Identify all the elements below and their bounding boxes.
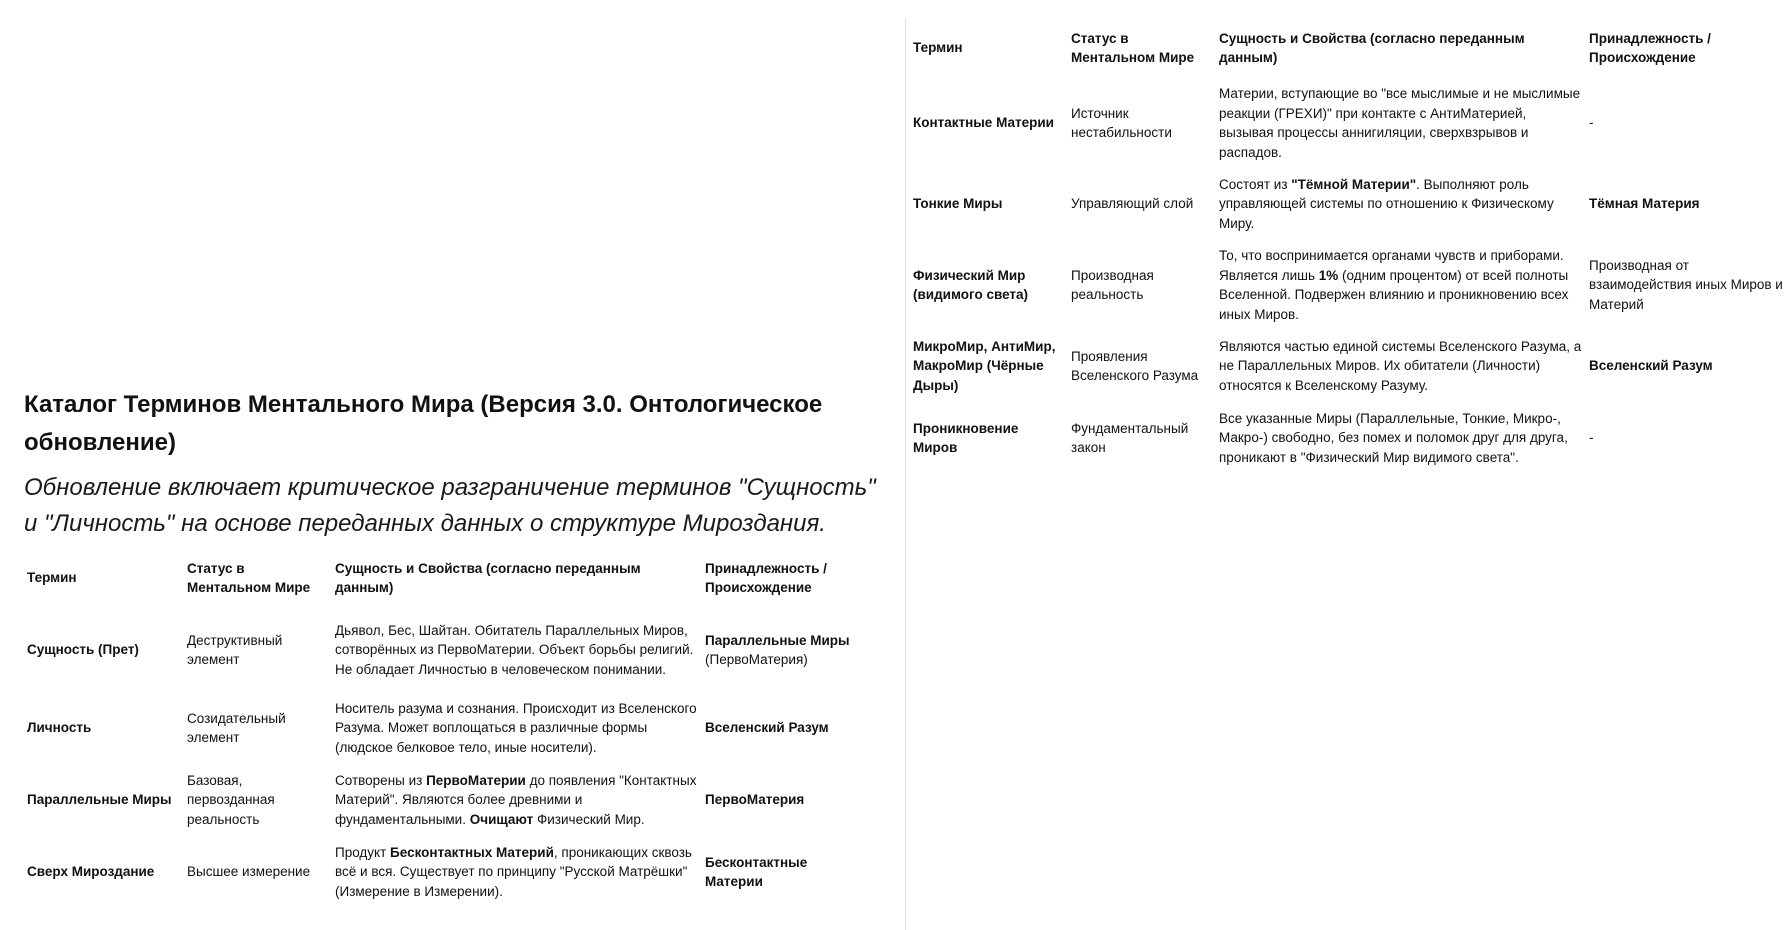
cell-term: Сверх Мироздание (27, 864, 155, 880)
essence-text: Состоят из (1219, 176, 1292, 192)
essence-bold: ПервоМатерии (426, 772, 526, 788)
cell-origin: Вселенский Разум (705, 720, 829, 736)
cell-status: Производная реальность (1071, 267, 1154, 302)
document-subtitle: Обновление включает критическое разграничение терминов "Сущность" и "Личность" на основе переданных данных о структуре Мироздания. (24, 474, 876, 537)
cell-term: Проникновение Миров (913, 420, 1019, 455)
header-essence: Сущность и Свойства (согласно переданным данным) (335, 560, 641, 595)
cell-status: Созидательный элемент (187, 710, 286, 745)
document-title: Каталог Терминов Ментального Мира (Версия 3.0. Онтологическое обновление) (24, 391, 823, 456)
cell-origin: Тёмная Материя (1589, 196, 1700, 212)
header-term: Термин (27, 570, 77, 586)
cell-origin: Производная от взаимодействия иных Миров и Материй (1589, 257, 1783, 312)
cell-origin (702, 608, 869, 692)
essence-bold: "Тёмной Материи" (1291, 176, 1417, 192)
cell-origin: - (1589, 115, 1594, 131)
cell-essence: Являются частью единой системы Вселенского Разума, а не Параллельных Миров. Их обитатели (Личности) относятся к Вселенскому Разуму. (1219, 338, 1582, 393)
table-row (24, 608, 869, 692)
table-row (24, 836, 869, 908)
table-row (910, 330, 1790, 402)
header-status: Статус в Ментальном Мире (187, 560, 311, 595)
table-row (910, 78, 1790, 168)
table-header-row (910, 18, 1790, 78)
cell-essence (332, 836, 702, 908)
table-row (910, 168, 1790, 240)
cell-term: Физический Мир (видимого света) (913, 267, 1029, 302)
cell-status: Базовая, первозданная реальность (187, 772, 275, 827)
cell-essence (1216, 168, 1586, 240)
header-essence: Сущность и Свойства (согласно переданным данным) (1219, 30, 1525, 65)
cell-term: Тонкие Миры (913, 196, 1003, 212)
essence-text: , проникающих сквозь всё и вся. Существует по принципу "Русской Матрёшки" (Измерение в Измерении). (335, 844, 692, 899)
essence-bold: Бесконтактных Материй (390, 844, 554, 860)
cell-origin: Бесконтактные Материи (705, 854, 808, 889)
header-origin: Принадлежность / Происхождение (705, 560, 827, 595)
header-status: Статус в Ментальном Мире (1071, 30, 1195, 65)
cell-origin: ПервоМатерия (705, 792, 805, 808)
essence-bold: 1% (1318, 267, 1339, 283)
document-page-right (908, 0, 1792, 930)
header-origin: Принадлежность / Происхождение (1589, 30, 1711, 65)
cell-origin: - (1589, 430, 1594, 446)
terms-table-left (24, 548, 869, 908)
cell-status: Деструктивный элемент (187, 632, 283, 667)
origin-bold: Параллельные Миры (705, 632, 850, 648)
essence-text: . Выполняют роль управляющей системы по отношению к Физическому Миру. (1219, 176, 1554, 231)
table-header-row (24, 548, 869, 608)
cell-status: Управляющий слой (1071, 196, 1194, 212)
table-row (24, 764, 869, 836)
cell-term: Параллельные Миры (27, 792, 172, 808)
cell-term: МикроМир, АнтиМир, МакроМир (Чёрные Дыры) (913, 338, 1056, 393)
origin-plain: (ПервоМатерия) (705, 652, 808, 667)
page-divider (905, 18, 906, 930)
cell-essence: Дьявол, Бес, Шайтан. Обитатель Параллельных Миров, сотворённых из ПервоМатерии. Объект борьбы религий. Не обладает Личностью в человеческом понимании. (335, 622, 694, 677)
cell-essence: Носитель разума и сознания. Происходит из Вселенского Разума. Может воплощаться в различные формы (людское белковое тело, иные носители). (335, 700, 697, 755)
cell-term: Контактные Материи (913, 115, 1054, 131)
table-row (910, 402, 1790, 474)
essence-text: Продукт (335, 844, 391, 860)
cell-essence: Все указанные Миры (Параллельные, Тонкие, Микро-, Макро-) свободно, без помех и поломок друг для друга, проникают в "Физический Мир видимого света". (1219, 410, 1568, 465)
header-term: Термин (913, 40, 963, 56)
essence-text: Физический Мир. (533, 811, 645, 827)
table-row (910, 240, 1790, 330)
cell-essence (332, 764, 702, 836)
cell-status: Источник нестабильности (1071, 105, 1172, 140)
table-row (24, 692, 869, 764)
essence-text: То, что воспринимается органами чувств и приборами. Является лишь (1219, 248, 1564, 283)
cell-essence (1216, 240, 1586, 330)
terms-table-right (910, 18, 1790, 474)
cell-status: Проявления Вселенского Разума (1071, 348, 1199, 383)
essence-text: (одним процентом) от всей полноты Вселенной. Подвержен влиянию и проникновению всех иных Миров. (1219, 267, 1569, 322)
cell-status: Фундаментальный закон (1071, 420, 1189, 455)
essence-bold: Очищают (469, 811, 534, 827)
cell-essence: Материи, вступающие во "все мыслимые и не мыслимые реакции (ГРЕХИ)" при контакте с АнтиМатерией, вызывая процессы аннигиляции, сверхвзрывов и распадов. (1219, 86, 1581, 160)
cell-status: Высшее измерение (187, 864, 311, 880)
cell-origin: Вселенский Разум (1589, 358, 1713, 374)
essence-text: Сотворены из (335, 772, 427, 788)
essence-text: до появления "Контактных Материй". Являются более древними и фундаментальными. (335, 772, 697, 827)
cell-term: Личность (27, 720, 92, 736)
cell-term: Сущность (Прет) (27, 642, 139, 658)
